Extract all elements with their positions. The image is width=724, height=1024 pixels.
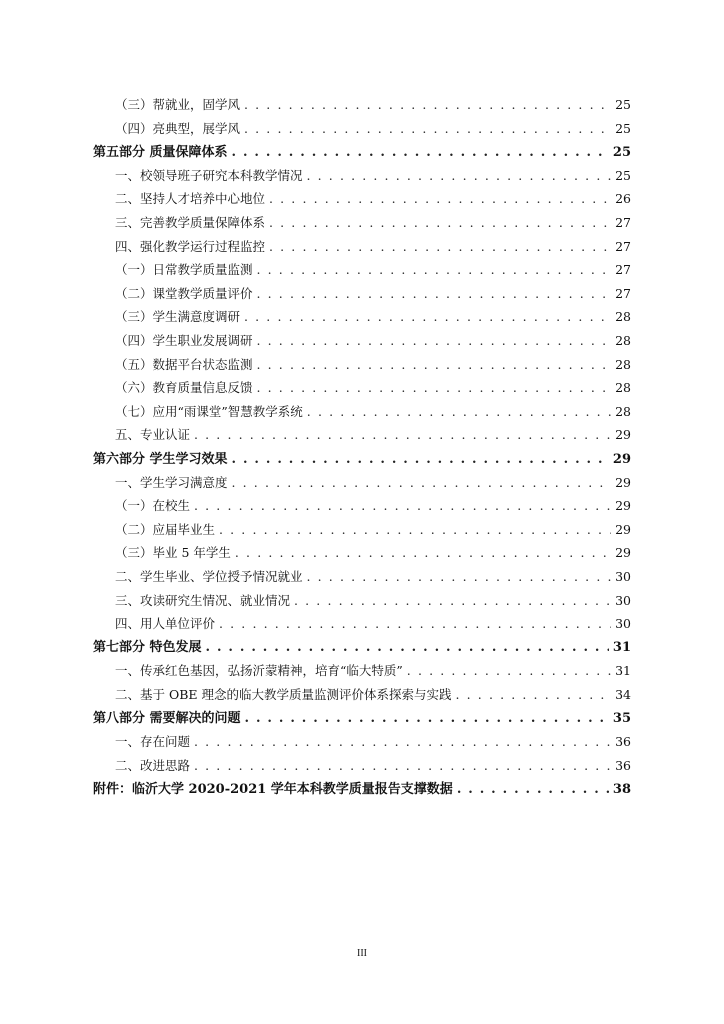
toc-dot-leader [269,241,611,254]
toc-dot-leader [219,524,611,537]
toc-entry-page: 31 [612,640,631,656]
toc-entry[interactable] [93,418,631,442]
toc-dot-leader [194,736,611,749]
toc-dot-leader [194,760,611,773]
toc-entry-page: 29 [612,451,631,467]
toc-entry-page: 28 [615,380,631,396]
toc-dot-leader [219,618,611,631]
toc-dot-leader [244,311,611,324]
toc-entry-title: 四、强化教学运行过程监控 [115,238,266,254]
toc-entry-title: 二、坚持人才培养中心地位 [115,191,266,207]
toc-entry-title: （三）学生满意度调研 [115,309,241,325]
toc-dot-leader [194,500,611,513]
toc-entry-page: 31 [615,663,631,679]
toc-entry-page: 28 [615,309,631,325]
toc-dot-leader [307,406,611,419]
toc-entry[interactable] [93,371,631,395]
toc-entry-title: 第六部分 学生学习效果 [93,451,228,467]
toc-dot-leader [269,193,611,206]
toc-dot-leader [269,217,611,230]
toc-dot-leader [456,689,611,702]
toc-dot-leader [257,359,611,372]
toc-dot-leader [244,99,611,112]
toc-entry[interactable] [93,300,631,324]
toc-entry[interactable] [93,536,631,560]
toc-entry-page: 36 [615,757,631,773]
toc-dot-leader [245,712,609,725]
toc-entry-title: （三）毕业 5 年学生 [115,545,231,561]
toc-entry[interactable] [93,112,631,136]
toc-entry-page: 25 [615,167,631,183]
toc-entry[interactable] [93,560,631,584]
toc-entry-page: 28 [615,403,631,419]
page-number: III [357,948,367,959]
toc-entry[interactable] [93,725,631,749]
toc-entry-title: 五、专业认证 [115,427,191,443]
toc-entry-page: 27 [615,285,631,301]
toc-entry[interactable] [93,88,631,112]
toc-entry-page: 30 [615,568,631,584]
toc-entry-page: 26 [615,191,631,207]
toc-entry-title: （七）应用“雨课堂”智慧教学系统 [115,403,303,419]
toc-dot-leader [244,123,611,136]
toc-entry-title: （四）亮典型，展学风 [115,120,241,136]
toc-entry[interactable] [93,513,631,537]
toc-entry-page: 29 [615,498,631,514]
toc-dot-leader [307,571,611,584]
toc-dot-leader [294,595,611,608]
toc-entry-title: 二、基于 OBE 理念的临大教学质量监测评价体系探索与实践 [115,686,452,702]
toc-dot-leader [235,547,611,560]
toc-section-entry[interactable] [93,442,631,466]
toc-entry[interactable] [93,182,631,206]
toc-entry-page: 25 [612,144,631,160]
toc-entry-title: 一、校领导班子研究本科教学情况 [115,167,303,183]
toc-entry[interactable] [93,654,631,678]
toc-dot-leader [257,264,611,277]
toc-dot-leader [206,641,609,654]
toc-entry-title: （六）教育质量信息反馈 [115,380,253,396]
toc-entry[interactable] [93,489,631,513]
toc-dot-leader [257,382,611,395]
toc-entry-title: 第五部分 质量保障体系 [93,144,228,160]
toc-section-entry[interactable] [93,631,631,655]
toc-entry[interactable] [93,230,631,254]
toc-entry-title: 三、攻读研究生情况、就业情况 [115,592,291,608]
toc-dot-leader [307,170,611,183]
toc-entry-title: 四、用人单位评价 [115,616,216,632]
toc-entry[interactable] [93,466,631,490]
toc-entry-page: 29 [615,521,631,537]
toc-entry-title: （二）应届毕业生 [115,521,216,537]
toc-entry-title: 二、改进思路 [115,757,191,773]
toc-entry-title: 第八部分 需要解决的问题 [93,711,241,727]
toc-entry-page: 30 [615,616,631,632]
toc-entry-page: 29 [615,474,631,490]
toc-entry-page: 36 [615,734,631,750]
toc-entry[interactable] [93,324,631,348]
toc-entry-title: （一）在校生 [115,498,191,514]
toc-entry-page: 27 [615,238,631,254]
toc-entry-page: 35 [612,711,631,727]
toc-entry-page: 29 [615,427,631,443]
toc-entry-page: 29 [615,545,631,561]
toc-dot-leader [257,288,611,301]
toc-dot-leader [407,665,611,678]
toc-entry[interactable] [93,253,631,277]
toc-entry-title: 一、学生学习满意度 [115,474,228,490]
toc-entry-page: 27 [615,262,631,278]
toc-entry[interactable] [93,678,631,702]
toc-entry-page: 30 [615,592,631,608]
toc-dot-leader [232,146,609,159]
toc-entry-title: 附件：临沂大学 2020-2021 学年本科教学质量报告支撑数据 [93,781,453,797]
toc-entry-page: 28 [615,333,631,349]
toc-entry-title: 一、存在问题 [115,734,191,750]
toc-section-entry[interactable] [93,772,631,796]
toc-entry-title: （五）数据平台状态监测 [115,356,253,372]
toc-entry-page: 28 [615,356,631,372]
toc-entry-title: 三、完善教学质量保障体系 [115,215,266,231]
toc-entry[interactable] [93,607,631,631]
toc-entry-page: 38 [612,781,631,797]
toc-section-entry[interactable] [93,701,631,725]
toc-entry-title: （二）课堂教学质量评价 [115,285,253,301]
toc-entry-page: 34 [615,686,631,702]
toc-entry-page: 25 [615,120,631,136]
toc-entry[interactable] [93,395,631,419]
toc-entry-title: 第七部分 特色发展 [93,640,202,656]
toc-dot-leader [232,453,609,466]
toc-dot-leader [257,335,611,348]
toc-entry-title: （三）帮就业，固学风 [115,97,241,113]
toc-entry[interactable] [93,277,631,301]
toc-dot-leader [457,783,609,796]
toc-entry-title: （一）日常教学质量监测 [115,262,253,278]
toc-dot-leader [232,477,611,490]
toc-entry[interactable] [93,583,631,607]
toc-entry-title: 一、传承红色基因，弘扬沂蒙精神，培育“临大特质” [115,663,403,679]
table-of-contents [93,88,631,796]
toc-entry[interactable] [93,348,631,372]
toc-entry-title: 二、学生毕业、学位授予情况就业 [115,568,303,584]
toc-section-entry[interactable] [93,135,631,159]
toc-dot-leader [194,429,611,442]
toc-entry-page: 27 [615,215,631,231]
toc-entry-page: 25 [615,97,631,113]
toc-entry[interactable] [93,159,631,183]
toc-entry[interactable] [93,206,631,230]
toc-entry-title: （四）学生职业发展调研 [115,333,253,349]
toc-entry[interactable] [93,749,631,773]
